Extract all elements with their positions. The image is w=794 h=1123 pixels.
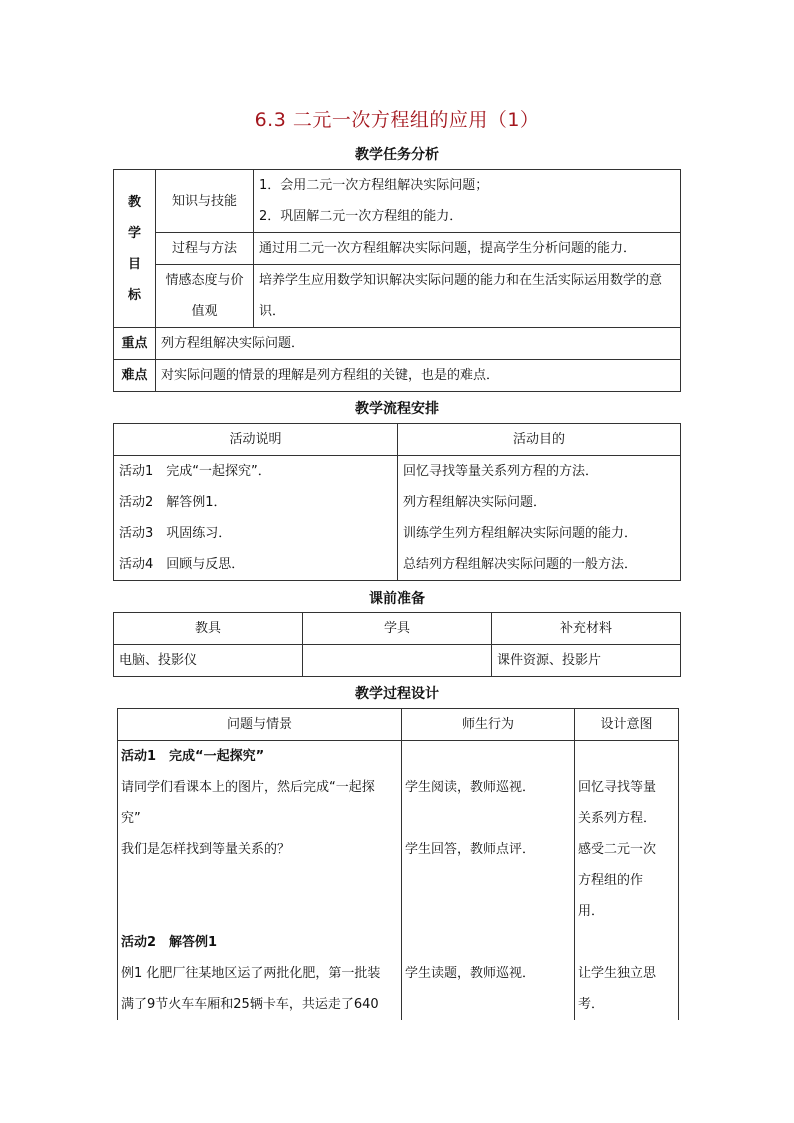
question-line: 我们是怎样找到等量关系的？ (121, 842, 291, 857)
flow-activities (114, 456, 398, 581)
flow-col-activity: 活动说明 (114, 424, 398, 456)
difficulty-label: 难点 (114, 360, 156, 392)
question-line: 请同学们看课本上的图片，然后完成“一起探 (121, 780, 375, 795)
flow-table (113, 423, 681, 581)
task-analysis-table (113, 169, 681, 392)
prep-val-extra: 课件资源、投影片 (492, 645, 681, 677)
prep-col-teacher: 教具 (114, 613, 303, 645)
flow-activity: 活动4 回顾与反思． (119, 557, 245, 572)
flow-goal: 总结列方程组解决实际问题的一般方法． (403, 557, 638, 572)
difficulty-text: 对实际问题的情景的理解是列方程组的关键，也是的难点． (156, 360, 681, 392)
design-col-intent: 设计意图 (575, 709, 679, 741)
design-questions (118, 741, 402, 1021)
row-content-process: 通过用二元一次方程组解决实际问题，提高学生分析问题的能力． (254, 233, 681, 265)
intent-line: 方程组的作 (578, 873, 644, 888)
flow-goal: 训练学生列方程组解决实际问题的能力． (403, 526, 638, 541)
intent-line: 让学生独立思 (578, 966, 657, 981)
design-table (117, 708, 679, 1020)
row-content-attitude: 培养学生应用数学知识解决实际问题的能力和在生活实际运用数学的意识． (254, 265, 681, 328)
prep-val-student (303, 645, 492, 677)
activity2-title: 活动2 解答例1 (121, 935, 218, 950)
row-label-attitude: 情感态度与价值观 (156, 265, 254, 328)
key-label: 重点 (114, 328, 156, 360)
flow-heading: 教学流程安排 (355, 401, 439, 417)
task-analysis-heading: 教学任务分析 (355, 147, 439, 163)
question-line: 例1 化肥厂往某地区运了两批化肥，第一批装 (121, 966, 381, 981)
design-col-behavior: 师生行为 (402, 709, 575, 741)
question-line: 究” (121, 811, 141, 826)
activity1-title: 活动1 完成“一起探究” (121, 749, 265, 764)
flow-activity: 活动1 完成“一起探究”． (119, 464, 271, 479)
design-intents (575, 741, 679, 1021)
row-label-process: 过程与方法 (156, 233, 254, 265)
behavior-line: 学生阅读，教师巡视． (405, 780, 536, 795)
intent-line: 感受二元一次 (578, 842, 657, 857)
design-col-question: 问题与情景 (118, 709, 402, 741)
intent-line: 回忆寻找等量 (578, 780, 657, 795)
prep-col-extra: 补充材料 (492, 613, 681, 645)
prep-val-teacher: 电脑、投影仪 (114, 645, 303, 677)
flow-activity: 活动3 巩固练习． (119, 526, 232, 541)
flow-activity: 活动2 解答例1． (119, 495, 227, 510)
flow-col-goal: 活动目的 (398, 424, 681, 456)
page-title: 6.3 二元一次方程组的应用（1） (254, 109, 540, 131)
intent-line: 考． (578, 997, 605, 1012)
prep-heading: 课前准备 (369, 591, 425, 607)
behavior-line: 学生读题，教师巡视． (405, 966, 536, 981)
design-heading: 教学过程设计 (355, 686, 439, 702)
flow-goal: 回忆寻找等量关系列方程的方法． (403, 464, 599, 479)
key-text: 列方程组解决实际问题． (156, 328, 681, 360)
prep-table (113, 612, 681, 677)
intent-line: 用． (578, 904, 605, 919)
goal-label: 教学目标 (114, 170, 156, 328)
intent-line: 关系列方程． (578, 811, 657, 826)
row-label-knowledge: 知识与技能 (156, 170, 254, 233)
design-behaviors (402, 741, 575, 1021)
row-content-knowledge (254, 170, 681, 233)
flow-goals (398, 456, 681, 581)
content-line: 2．巩固解二元一次方程组的能力． (259, 209, 463, 224)
question-line: 满了9节火车车厢和25辆卡车，共运走了640 (121, 997, 379, 1012)
flow-goal: 列方程组解决实际问题． (403, 495, 547, 510)
behavior-line: 学生回答，教师点评． (405, 842, 536, 857)
prep-col-student: 学具 (303, 613, 492, 645)
content-line: 1．会用二元一次方程组解决实际问题； (259, 178, 489, 193)
